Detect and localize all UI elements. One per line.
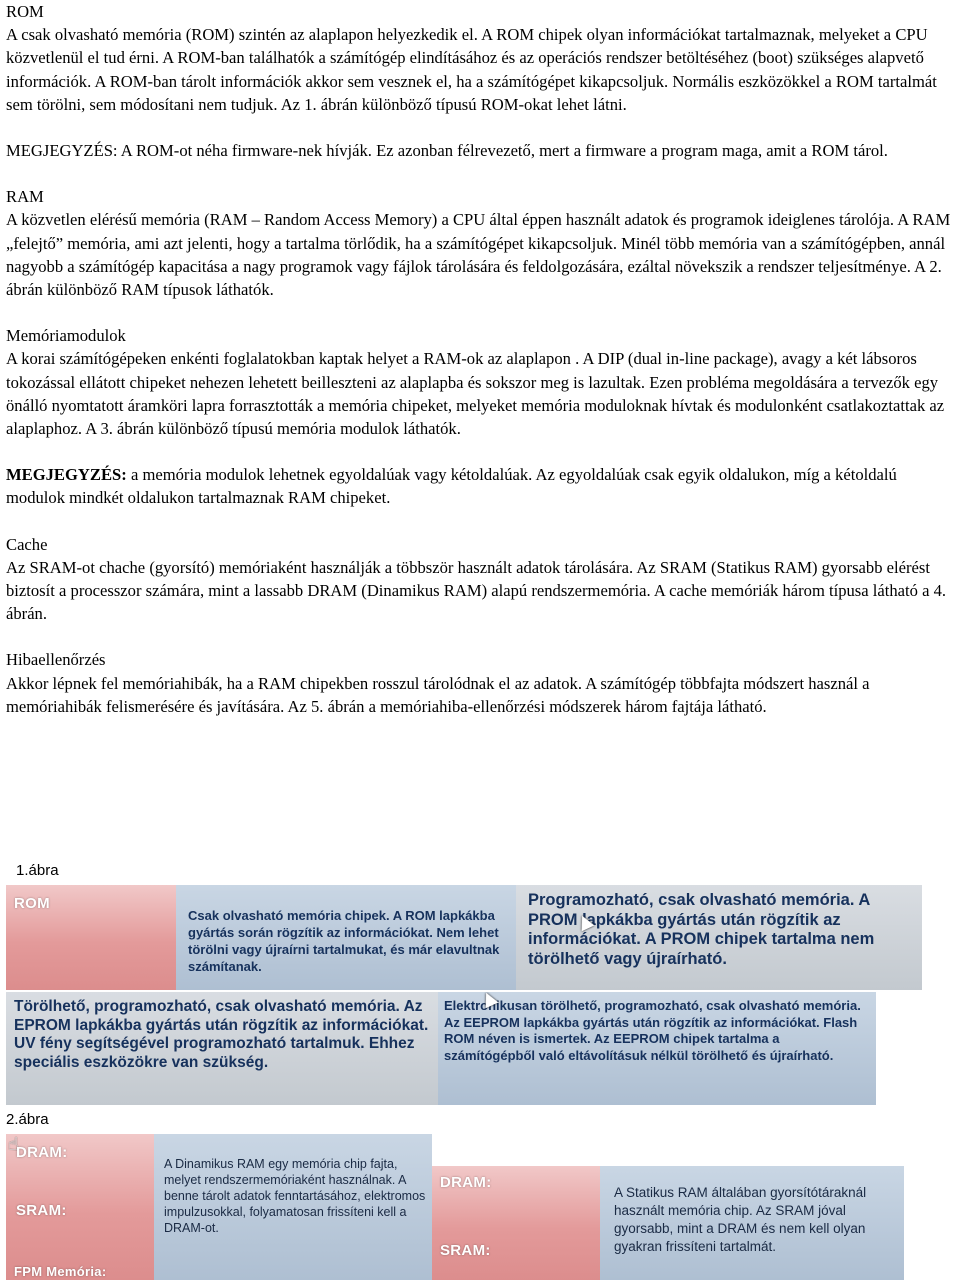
rom-heading: ROM <box>6 2 44 21</box>
eprom-description-panel <box>6 992 438 1105</box>
document-body <box>6 0 956 718</box>
cache-paragraph: Az SRAM-ot chache (gyorsító) memóriaként használják a többször használt adatok tárolására. Az SRAM (Statikus RAM) gyorsabb elérést biztosít a processzor számára, mint a lassabb DRAM (Dinamikus RAM) alapú rendszermemória. A cache memóriák három típusa látható a 4. ábrán. <box>6 557 947 624</box>
dram-description-panel <box>154 1134 432 1280</box>
modules-note-text: a memória modulok lehetnek egyoldalúak vagy kétoldalúak. Az egyoldalúak csak egyik oldalukon, míg a kétoldalú modulok mindkét oldalukon tartalmaznak RAM chipeket. <box>6 465 897 508</box>
errors-heading: Hibaellenőrzés <box>6 650 106 670</box>
modules-heading: Memóriamodulok <box>6 326 126 346</box>
fpm-tile-label: FPM Memória: <box>14 1264 107 1279</box>
sram-tile-label: SRAM: <box>16 1202 67 1219</box>
sram-tile-label-2: SRAM: <box>440 1242 491 1259</box>
ram-paragraph: A közvetlen elérésű memória (RAM – Random Access Memory) a CPU által éppen használt adatok és programok ideiglenes tárolója. A RAM „felejtő” memória, ami azt jelenti, hogy a tartalma törlődik, ha a számítógépet kikapcsoljuk. Minél több memória van a számítógépben, annál nagyobb a számítógép kapacitása a nagy programok vagy fájlok tárolására és feldolgozására, ezáltal növekszik a rendszer teljesítménye. A 2. ábrán különböző RAM típusok láthatók. <box>6 210 951 300</box>
ram-types-tile <box>6 1134 154 1280</box>
eeprom-description-panel <box>438 992 876 1105</box>
sram-description: A Statikus RAM általában gyorsítótáraknál használt memória chip. Az SRAM jóval gyorsabb, mint a DRAM és nem kell olyan gyakran frissíteni tartalmát. <box>614 1185 867 1254</box>
figure1-label: 1.ábra <box>16 862 59 879</box>
dram-tile-label: DRAM: <box>16 1144 68 1161</box>
eeprom-description: Elektronikusan törölhető, programozható, csak olvasható memória. Az EEPROM lapkákba gyártás után rögzítik az információkat. Flash ROM néven is ismertek. Az EEPROM chipek tartalma a számítógépből való eltávolításuk nélkül törölhető és újraírható. <box>444 998 861 1063</box>
rom-note: MEGJEGYZÉS: A ROM-ot néha firmware-nek hívják. Ez azonban félrevezető, mert a firmware a program maga, amit a ROM tárol. <box>6 141 888 161</box>
rom-paragraph: A csak olvasható memória (ROM) szintén az alaplapon helyezkedik el. A ROM chipek olyan információkat tartalmaznak, melyeket a CPU közvetlenül el tud érni. A ROM-ban találhatók a számítógép elindításához és az operációs rendszer betöltéséhez (boot) szükséges alapvető információk. A ROM-ban tárolt információk akkor sem vesznek el, ha a számítógépet kikapcsoljuk. Normális eszközökkel a ROM tartalmát sem törölni, sem módosítani nem tudjuk. Az 1. ábrán különböző típusú ROM-okat lehet látni. <box>6 25 937 114</box>
sram-description-panel <box>600 1166 904 1280</box>
rom-description-panel <box>176 885 516 990</box>
modules-note-label: MEGJEGYZÉS: <box>6 465 127 485</box>
rom-description: Csak olvasható memória chipek. A ROM lapkákba gyártás során rögzítik az információkat. Nem lehet törölni vagy újraírni tartalmukat, és már elavultnak számítanak. <box>188 908 500 974</box>
errors-paragraph: Akkor lépnek fel memóriahibák, ha a RAM chipekben rosszul tárolódnak el az adatok. A számítógép többfajta módszert használ a memóriahibák felismerésére és javítására. Az 5. ábrán a memóriahiba-ellenőrzési módszerek három fajtája látható. <box>6 673 870 716</box>
rom-tile <box>6 885 176 990</box>
dram-description: A Dinamikus RAM egy memória chip fajta, melyet rendszermemóriaként használnak. A benne tárolt adatok fenntartásához, elektromos impulzusokkal, folyamatosan frissíteni kell a DRAM-ot. <box>164 1157 426 1235</box>
eprom-description: Törölhető, programozható, csak olvasható memória. Az EPROM lapkákba gyártás után rögzítik az információkat. UV fény segítségével programozható tartalmuk. Ehhez speciális eszközökre van szükség. <box>14 998 429 1071</box>
prom-description-panel <box>516 885 922 990</box>
ram-heading: RAM <box>6 187 44 207</box>
dram-tile-label-2: DRAM: <box>440 1174 492 1191</box>
rom-tile-label: ROM <box>14 895 50 912</box>
hand-cursor-icon: ☝ <box>8 1134 19 1154</box>
prom-description: Programozható, csak olvasható memória. A PROM lapkákba gyártás után rögzítik az információkat. A PROM chipek tartalma nem törölhető vagy újraírható. <box>528 891 875 968</box>
figure2-label: 2.ábra <box>6 1111 49 1128</box>
cache-heading: Cache <box>6 534 48 554</box>
dram-sram-tile <box>432 1166 600 1280</box>
modules-paragraph: A korai számítógépeken enkénti foglalatokban kaptak helyet a RAM-ok az alaplapon . A DIP (dual in-line package), avagy a két lábsoros tokozással ellátott chipeket nehezen lehetett beilleszteni az alaplapba és sokszor meg is lazultak. Ezen probléma megoldására a tervezők egy önálló nyomtatott áramköri lapra forrasztották a memória chipeket, melyeket memória moduloknak hívtak és modulonként csatlakoztattak az alaplaphoz. A 3. ábrán különböző típusú memória modulok láthatók. <box>6 349 945 439</box>
modules-note <box>6 463 956 509</box>
